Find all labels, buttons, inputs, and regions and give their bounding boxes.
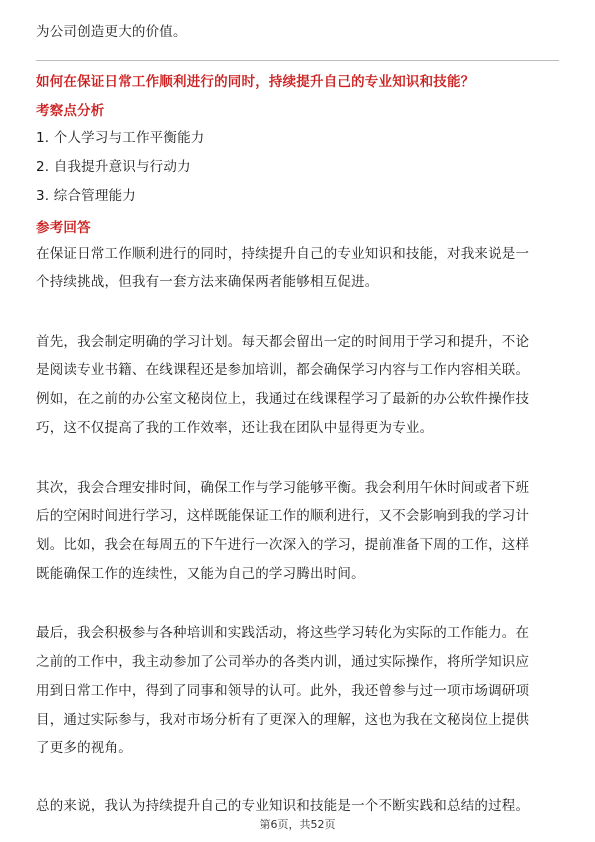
answer-line: 在保证日常工作顺利进行的同时，持续提升自己的专业知识和技能，对我来说是一: [36, 246, 530, 262]
answer-line: 之前的工作中，我主动参加了公司举办的各类内训，通过实际操作，将所学知识应: [36, 654, 530, 670]
answer-line: 后的空闲时间进行学习，这样既能保证工作的顺利进行，又不会影响到我的学习计: [36, 508, 530, 524]
analysis-point: 2. 自我提升意识与行动力: [36, 159, 191, 175]
answer-line: 是阅读专业书籍、在线课程还是参加培训，都会确保学习内容与工作内容相关联。: [36, 362, 530, 378]
answer-line: 总的来说，我认为持续提升自己的专业知识和技能是一个不断实践和总结的过程。: [36, 798, 530, 814]
answer-line: 目，通过实际参与，我对市场分析有了更深入的理解，这也为我在文秘岗位上提供: [36, 712, 530, 728]
answer-line: 既能确保工作的连续性，又能为自己的学习腾出时间。: [36, 566, 365, 582]
answer-line: 例如，在之前的办公室文秘岗位上，我通过在线课程学习了最新的办公软件操作技: [36, 391, 530, 407]
answer-line: 其次，我会合理安排时间，确保工作与学习能够平衡。我会利用午休时间或者下班: [36, 480, 530, 496]
answer-line: 首先，我会制定明确的学习计划。每天都会留出一定的时间用于学习和提升，不论: [36, 334, 530, 350]
continued-text: 为公司创造更大的价值。: [36, 24, 187, 40]
answer-line: 了更多的视角。: [36, 740, 132, 756]
analysis-heading: 考察点分析: [36, 103, 105, 119]
analysis-point: 1. 个人学习与工作平衡能力: [36, 130, 205, 146]
answer-line: 巧，这不仅提高了我的工作效率，还让我在团队中显得更为专业。: [36, 420, 434, 436]
answer-line: 个持续挑战，但我有一套方法来确保两者能够相互促进。: [36, 274, 379, 290]
answer-line: 最后，我会积极参与各种培训和实践活动，将这些学习转化为实际的工作能力。在: [36, 625, 530, 641]
analysis-point: 3. 综合管理能力: [36, 188, 136, 204]
question-heading: 如何在保证日常工作顺利进行的同时，持续提升自己的专业知识和技能？: [36, 74, 475, 90]
answer-line: 用到日常工作中，得到了同事和领导的认可。此外，我还曾参与过一项市场调研项: [36, 683, 530, 699]
answer-heading: 参考回答: [36, 220, 91, 236]
page-number: 第6页，共52页: [259, 818, 336, 831]
answer-line: 划。比如，我会在每周五的下午进行一次深入的学习，提前准备下周的工作，这样: [36, 537, 530, 553]
section-divider: [36, 60, 559, 61]
